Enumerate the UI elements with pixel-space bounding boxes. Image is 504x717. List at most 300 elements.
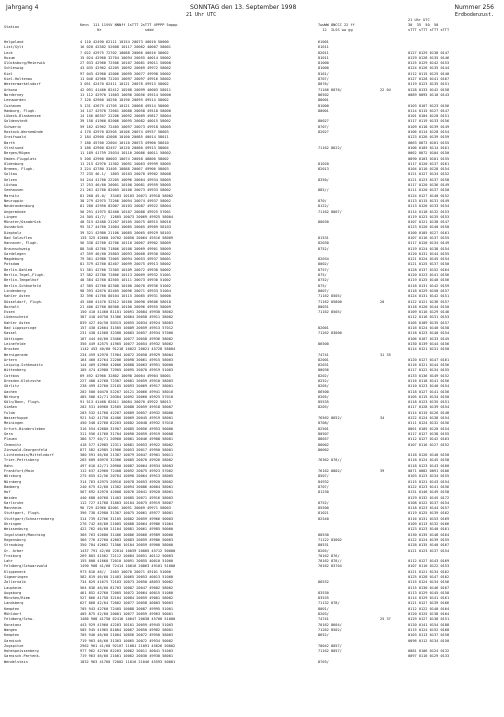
group-codes: 81531 (318, 235, 329, 240)
synop-codes: 39 321 42980 21106 10085 20065 49929 58103 (80, 230, 171, 235)
synop-codes: 144 469 42960 42006 10088 20063 49951 50000 (80, 363, 174, 368)
station-name: Münster/Osnabrück (4, 220, 41, 225)
group-codes: 8203/ (318, 612, 329, 617)
station-name: Kahler Asten (4, 320, 30, 325)
synop-codes: 269 803 41562 72112 10084 20051 40112 50003 (80, 553, 174, 558)
group-codes: 80001 (318, 108, 329, 113)
station-name: Freiburg (4, 553, 22, 558)
observation-time: 21 Uhr UTC (186, 12, 217, 18)
station-name: Magdeburg (4, 257, 24, 262)
group-codes: 86500 (318, 341, 329, 346)
synop-codes: 56 338 42760 42706 10110 20067 49902 58009 (80, 241, 171, 246)
synop-codes: 527 866 41750 32104 10084 20059 49001 58002 (80, 596, 174, 601)
group-codes: 8708/ (318, 421, 329, 426)
group-codes: 8205/ (318, 548, 329, 553)
group-codes: 8752/ (318, 278, 329, 283)
synop-codes: 77 235 46.1/ 1803 10103 20078 49902 58008 (80, 172, 171, 177)
soil-temps: 0117 0120 0137 0161 (408, 161, 450, 166)
soil-temps: 0063 0073 0101 0155 (408, 140, 450, 145)
soil-temps: 0128 0133 0142 0158 (408, 87, 450, 92)
group-codes: 8350/ (318, 177, 329, 182)
soil-temps: 0123 0123 0140 0161 (408, 527, 450, 532)
synop-codes: 7 022 42975 72702 10088 20066 40016 58002 (80, 50, 169, 55)
group-codes: 71166 8076/ (318, 87, 342, 92)
station-name: Lüdenscheid (4, 315, 28, 320)
soil-temps: 0133 0136 0149 0152 (408, 373, 450, 378)
synop-codes: 98 393 42670 82405 10096 20071 49933 51004 (80, 288, 171, 293)
group-codes: 81000 (318, 61, 329, 66)
group-codes: 8002/ (318, 262, 329, 267)
group-codes: 81021 (318, 511, 329, 516)
station-name: Bad Salzuflen (4, 235, 33, 240)
synop-codes: 2 184 42960 42008 10100 20085 40014 58011 (80, 135, 169, 140)
group-codes: 8757/ (318, 267, 329, 272)
station-name: Artern (4, 357, 17, 362)
synop-codes: 59 162 42962 72405 10097 20073 49918 58005 (80, 124, 171, 129)
synop-codes: 227 488 42760 72307 10081 20059 49910 58003 (80, 379, 174, 383)
station-name: Marnitz (4, 193, 20, 198)
synop-codes: 240 675 42/60 11302 10094 20086 40004 58001 (80, 484, 174, 489)
station-name: Neubrandenburg (4, 204, 35, 209)
soil-temps: 0103 0107 0123 0156 (408, 103, 450, 108)
synop-codes: 234 459 42970 71904 10072 20058 49929 58004 (80, 352, 174, 357)
station-name: Cuxhaven (4, 103, 22, 108)
soil-temps: 0127 0129 0138 0147 (408, 50, 450, 55)
station-name: Landsberg (4, 601, 24, 606)
soil-temps: 0118 0123 0144 0157 (408, 506, 450, 511)
synop-codes: 135 325 42660 10702 10050 20064 49516 58009 (80, 235, 174, 240)
soil-temps: 0103 0123 0134 0155 (408, 474, 450, 479)
station-name: Gießen (4, 405, 17, 410)
group-codes: 71162 8505/ (318, 294, 342, 299)
group-codes: 80036 (318, 368, 329, 373)
soil-temps: 0118 0123 0135 0151 (408, 400, 450, 405)
station-name: Lahr (4, 559, 13, 564)
station-name: Wasserkuppe (4, 416, 28, 421)
synop-codes: 366 776 42760 42803 10083 20059 49986 50003 (80, 537, 174, 542)
station-name: Zollernalb (4, 580, 26, 585)
synop-codes: 705 946 46/60 21004 10056 20072 49950 58003 (80, 633, 174, 638)
wind-codes: 20 (380, 299, 385, 304)
col-soil: 30 35 50 50 (408, 23, 439, 27)
soil-temps: 0062 0072 0104 0150 (408, 151, 450, 156)
station-name: Barth (4, 140, 15, 145)
soil-title: Erdbodenzust. (454, 12, 494, 18)
group-codes: 86532 (318, 580, 329, 585)
group-codes: 81000 (318, 66, 329, 71)
station-name: Köln/Bonn, Flugh. (4, 400, 41, 405)
synop-codes: 973 816 46// 2403 10070 20071 49101 51000 (80, 569, 171, 574)
station-name: Bergen/Rügen (4, 151, 30, 156)
station-name: Bad Lippspringe (4, 326, 37, 331)
soil-temps: 0106 0105 0114 0161 (408, 145, 450, 150)
synop-codes: 97 045 42960 42006 10095 20077 49998 50002 (80, 71, 171, 76)
station-name: Husum (4, 55, 15, 60)
soil-temps: 0129 0127 0138 0151 (408, 617, 450, 622)
synop-codes: 203 532 41760 42207 10089 20057 49932 58000 (80, 410, 174, 415)
soil-temps: 0118 0126 0140 0150 (408, 453, 450, 458)
soil-temps: 0108 0122 0137 0154 (408, 500, 450, 505)
synop-codes: 734 829 41675 72103 10073 20050 48053 50002 (80, 580, 174, 585)
soil-temps: 0114 0129 0141 0161 (408, 596, 450, 601)
synop-codes: 350 784 42662 71506 10104 20059 49900 58000 (80, 543, 174, 548)
station-name: Norderney (4, 92, 24, 97)
issue-label: Jahrgang 4 (6, 4, 39, 11)
synop-codes: 11 046 42960 72203 10097 20097 49916 58002 (80, 77, 171, 82)
soil-temps: 0127 0128 0141 0167 (408, 77, 450, 82)
station-name: Berlin-Tempelhof (4, 278, 39, 283)
station-name: Arkona (4, 87, 17, 92)
synop-codes: 14 147 42970 72601 10080 20058 49518 58000 (80, 108, 171, 113)
col-codes-2: Nr sddd (80, 28, 154, 32)
group-codes: 71162 8622/ (318, 145, 342, 150)
soil-temps: 0120 0125 0138 0164 (408, 612, 450, 617)
group-codes: 82013 (318, 167, 329, 172)
station-name: Schwerin (4, 124, 22, 129)
synop-codes: 316 554 42680 31907 10085 20056 49953 50000 (80, 426, 174, 431)
synop-codes: 582 819 46/60 21403 10065 20053 40013 51000 (80, 574, 174, 579)
synop-codes: 21 261 42760 82005 10100 20073 49933 58002 (80, 188, 171, 193)
soil-temps: 0112 0115 0125 0140 (408, 71, 450, 76)
soil-temps: 0123 0120 0140 0150 (408, 225, 450, 230)
station-name: Ingolstadt/Manching (4, 532, 46, 537)
station-name: Leinefelde (4, 341, 26, 346)
station-name: Lindenberg (4, 288, 26, 293)
group-codes: 76562 8652/ (318, 416, 342, 421)
soil-temps: 0114 0118 0132 0153 (408, 209, 450, 214)
synop-codes: 81 379 42760 82407 10099 20075 49913 58002 (80, 262, 171, 267)
soil-temps: 0107 0116 0127 0152 (408, 442, 450, 447)
group-codes: 8205/ (318, 384, 329, 389)
station-name: Erfurt-Bindersleben (4, 426, 46, 431)
table-row (4, 660, 500, 665)
wind-codes: 39 (380, 469, 385, 474)
group-codes: 82001 (318, 326, 329, 331)
station-name: Nürburg (4, 394, 20, 399)
synop-codes: 1486 908 41750 62416 10047 20038 45700 51000 (80, 617, 176, 622)
group-codes: 83535 (318, 596, 329, 601)
col-extra-2: 12 ILSS ww gg (318, 28, 353, 32)
group-codes: 8205/ (318, 405, 329, 410)
group-codes: 8076/ (318, 82, 329, 87)
station-name: Kempten (4, 606, 20, 611)
station-name: Gr. Arber (4, 548, 24, 553)
station-name: Lichtenhain/Mittelndorf (4, 453, 54, 458)
synop-codes: 51 381 42760 72305 10109 20072 49938 50002 (80, 267, 171, 272)
group-codes: 61611 (318, 45, 329, 50)
soil-temps: 0103 0113 0137 0158 (408, 633, 450, 638)
group-codes: 8252/ (318, 379, 329, 383)
synop-codes: 38 279 42975 72206 10094 20074 49937 58002 (80, 198, 171, 203)
group-codes: 81020 (318, 161, 329, 166)
soil-temps: 0113 0115 0131 0149 (408, 198, 450, 203)
synop-codes: 95 317 44760 21004 10085 20065 49909 58103 (80, 225, 171, 230)
soil-temps: 0121 0123 0137 0154 (408, 548, 450, 553)
soil-temps: 0122 0124 0139 0155 (408, 537, 450, 542)
group-codes: 85535 (318, 400, 329, 405)
soil-temps: 0124 0127 0140 0152 (408, 193, 450, 198)
synop-codes: 21 406 42760 80300 10100 20096 49955 58009 (80, 304, 171, 309)
soil-subtitle: 21 Uhr UTC (408, 18, 430, 22)
group-codes: 70162 8604/ (318, 622, 342, 627)
synop-codes: 366 763 42680 31406 10086 20066 49989 50000 (80, 532, 174, 537)
station-name: Hamburg, Flugh. (4, 108, 37, 113)
group-codes: 885// (318, 188, 329, 193)
synop-codes: 79 361 42980 72005 10094 20053 49937 58001 (80, 257, 171, 262)
station-name: Westermarkelsdorf (4, 82, 41, 87)
synop-codes: 238 499 42760 22105 10093 20069 49917 58001 (80, 384, 174, 389)
soil-temps: 0130 0135 0148 0164 (408, 532, 450, 537)
soil-temps: 0114 0115 0126 0148 (408, 410, 450, 415)
group-codes: 80031 (318, 304, 329, 309)
soil-temps: 0118 0131 0142 0159 (408, 283, 450, 288)
soil-temps: 0128 0135 0140 0167 (408, 543, 450, 548)
group-codes: 80530 (318, 532, 329, 537)
col-station: Station (4, 25, 20, 29)
synop-codes: 11 189 41759 25034 10110 20086 40011 58002 (80, 151, 171, 156)
synop-codes: 48 315 42480 21207 10105 20075 48915 58010 (80, 220, 171, 225)
group-codes: 82540 (318, 516, 329, 521)
station-name: Gardelegen (4, 251, 26, 256)
soil-temps: 0104 0110 0128 0154 (408, 167, 450, 172)
group-codes: 8805? (318, 437, 329, 442)
group-codes: 82001 (318, 357, 329, 362)
soil-temps: 0100 0105 0127 0161 (408, 230, 450, 235)
station-name: Trier-Petrisberg (4, 458, 39, 463)
soil-temps: 0117 0128 0139 0154 (408, 405, 450, 410)
soil-temps: 0107 0110 0122 0153 (408, 564, 450, 569)
wind-codes: 34 (380, 416, 385, 421)
station-name: Bamberg (4, 484, 20, 489)
station-name: Weissenburg (4, 527, 28, 532)
group-codes: 82030 (318, 241, 329, 246)
synop-codes: 16 020 42582 52608 10117 20062 40007 58001 (80, 45, 171, 50)
soil-temps: 0118 0120 0144 0150 (408, 304, 450, 309)
station-name: Konstanz (4, 622, 22, 627)
station-name: Chemnitz (4, 442, 22, 447)
station-name: Öhringen (4, 522, 22, 527)
soil-temps: 0116 0118 0141 0156 (408, 379, 450, 383)
synop-codes: 150 410 41460 81101 10091 20084 49930 58002 (80, 310, 174, 315)
synop-codes: 17 253 46/60 20001 10100 20081 49959 58005 (80, 183, 171, 188)
synop-codes: 1437 791 42/60 22014 10039 20005 45712 50000 (80, 548, 176, 553)
group-codes: 71162 8505/ (318, 310, 342, 315)
synop-codes: 157 430 42664 31505 10089 20059 49913 57012 (80, 326, 174, 331)
soil-temps: 0112 0122 0140 0164 (408, 606, 450, 611)
synop-codes: 276 742 46/60 21005 10088 20064 49986 51004 (80, 522, 174, 527)
soil-temps: 0119 0124 0138 0154 (408, 246, 450, 251)
station-name: Essen (4, 310, 15, 315)
group-codes: 81230 (318, 490, 329, 495)
group-codes: 8122/ (318, 204, 329, 209)
synop-codes: 167 444 46/60 23406 10077 20058 49936 58002 (80, 336, 174, 341)
soil-temps: 0113 0129 0145 0158 (408, 590, 450, 595)
soil-temps: 0118 0123 0140 0154 (408, 331, 450, 336)
station-name: Aachen (4, 389, 17, 394)
synop-codes: 5 200 42960 00003 10074 20058 48806 58002 (80, 156, 169, 161)
station-name: Osnabrück (4, 225, 24, 230)
station-name: Goldenstedt (4, 119, 28, 124)
station-name: Hof (4, 490, 11, 495)
soil-temps: 0125 0129 0142 0153 (408, 61, 450, 66)
station-name: Göttingen (4, 336, 24, 341)
soil-temps: 0120 0123 0141 0156 (408, 273, 450, 278)
synop-codes: 69 492 42960 32802 10098 20064 49904 58001 (80, 373, 171, 378)
station-name: Plauen (4, 437, 17, 442)
synop-codes: 356 449 42575 41905 10077 20054 49932 58002 (80, 341, 174, 346)
col-extra: 7wwWW 8NCCC 22 ff (318, 23, 355, 27)
synop-codes: 202 531 40960 32505 10088 20059 49918 58007 (80, 405, 174, 410)
synop-codes: 443 929 41960 42203 10101 20059 49945 51003 (80, 622, 174, 627)
synop-codes: 3 224 42780 31405 10088 20067 49906 58003 (80, 167, 169, 172)
synop-codes: 311 556 41760 31704 10090 20059 49919 50008 (80, 431, 174, 436)
station-name: Lingen (4, 214, 17, 219)
soil-temps: 0107 0116 0137 0155 (408, 235, 450, 240)
soil-temps: 0119 0125 0139 0162 (408, 511, 450, 516)
group-codes: 61001 (318, 40, 329, 44)
station-name: Weiden (4, 495, 17, 500)
synop-codes: 105 474 42980 72905 10095 20070 49919 51003 (80, 368, 174, 373)
soil-temps: 0131 0146 0149 0158 (408, 490, 450, 495)
issue-number: Nummer 256 (454, 4, 494, 11)
synop-codes: 977 962 42766 82203 10062 20011 40041 51003 (80, 649, 174, 654)
station-name: Helgoland (4, 40, 24, 44)
col-soil-2: sTTT sTTT sTTT sTTT (408, 28, 450, 32)
synop-codes: 564 836 46/60 81703 10087 20047 49002 58002 (80, 585, 174, 590)
soil-temps: 0118 0129 0150 0157 (408, 288, 450, 293)
synop-codes: 42 091 41460 82412 10208 20099 40003 58011 (80, 87, 171, 92)
soil-temps: 0111 0124 0132 0156 (408, 421, 450, 426)
synop-codes: 112 727 41768 31803 10104 20075 49919 58007 (80, 500, 174, 505)
soil-temps: 0120 0127 0147 0161 (408, 357, 450, 362)
synop-codes: 422 762 46/60 21104 10081 20061 49985 50000 (80, 527, 174, 532)
synop-codes: 387 418 40750 31306 10064 20058 49911 58002 (80, 315, 174, 320)
station-name: Würzburg (4, 474, 22, 479)
synop-codes: 7 120 42960 10250 10190 20095 49514 58002 (80, 98, 169, 103)
synop-codes: 37 382 42780 72806 10113 20069 49932 51001 (80, 273, 171, 278)
station-name: Straubing (4, 543, 24, 548)
synop-codes: 54 244 41760 22205 10096 20064 49934 58005 (80, 177, 171, 182)
soil-temps: 0097 0116 0129 0133 (408, 654, 450, 659)
soil-temps: 0120 0141 0154 0188 (408, 622, 450, 627)
station-name: Angermünde (4, 209, 26, 214)
group-codes: 71162 85800 (318, 299, 342, 304)
soil-temps: 0090 0103 0101 0155 (408, 156, 450, 161)
group-codes: 8707/ (318, 124, 329, 129)
synop-codes: 11 215 42970 11302 10091 20063 49999 58005 (80, 161, 171, 166)
station-name: Sigmaringen (4, 574, 28, 579)
station-name: Laupheim (4, 585, 22, 590)
soil-temps: 0115 0130 0146 0167 (408, 585, 450, 590)
synop-codes: 43 035 42962 42205 10092 20069 49972 58002 (80, 66, 171, 71)
station-name: Fulda (4, 410, 15, 415)
synop-codes: 440 688 40760 11403 10085 20071 49916 58003 (80, 495, 174, 500)
soil-temps: 0122 0123 0141 0156 (408, 484, 450, 489)
station-name: Berlin-Dahlem (4, 267, 33, 272)
soil-temps: 0117 0119 0133 0156 (408, 119, 450, 124)
soil-temps: 0081 0106 0124 0132 (408, 649, 450, 654)
station-name: Kempten (4, 633, 20, 638)
station-name: Kahler Asten (4, 294, 30, 299)
group-codes: 870/ (318, 198, 327, 203)
soil-temps: 0121 0124 0145 0154 (408, 257, 450, 262)
synop-codes: 450 548 42760 82203 10082 20048 49932 57010 (80, 421, 174, 426)
date-line: SONNTAG den 13. September 1998 (190, 4, 297, 11)
group-codes: 875/ (318, 283, 327, 288)
soil-temps: 0119 0123 0135 0153 (408, 214, 450, 219)
synop-codes: 202 500 40470 52207 10121 20066 49941 58010 (80, 389, 174, 394)
soil-temps: 0122 0121 0136 0157 (408, 299, 450, 304)
synop-codes: 627 868 42/64 72002 10077 20058 40003 50003 (80, 601, 174, 606)
synop-codes: 15 024 42960 32704 10094 20055 40014 58002 (80, 55, 171, 60)
wind-codes: 25 37 (380, 617, 391, 622)
group-codes: 8205/ (318, 394, 329, 399)
group-codes: 8202/ (318, 373, 329, 378)
station-name: Zugspitze (4, 643, 24, 648)
soil-temps: 0120 0131 0144 0155 (408, 251, 450, 256)
station-name: Neuruppin (4, 198, 24, 203)
station-name: Dresden-Klotzsche (4, 379, 41, 383)
synop-codes: 405 875 42/60 20001 10077 20059 49963 50001 (80, 612, 174, 617)
synop-codes: 1142 453 40/60 91218 10022 20021 45728 58004 (80, 347, 176, 352)
group-codes: 80531 (318, 543, 329, 548)
synop-codes: 91 513 41468 82011 10084 20070 49922 58013 (80, 400, 171, 405)
station-name: Garmisch-Partenk. (4, 654, 41, 659)
station-name: Augsburg (4, 590, 22, 595)
group-codes: 70162 878// (318, 559, 342, 564)
synop-codes: 32 396 41760 80104 10115 20085 49931 50000 (80, 294, 171, 299)
synop-codes: 5 131 42675 41705 10121 20068 49514 58000 (80, 103, 169, 108)
soil-temps: 0111 0120 0137 0150 (408, 188, 450, 193)
station-name: Kassel (4, 331, 17, 336)
synop-codes: 877 582 42985 21906 20053 20017 49950 58001 (80, 447, 174, 452)
synop-codes: 418 577 42985 12311 10081 20053 49922 58002 (80, 442, 174, 447)
soil-temps: 0112 0116 0131 0153 (408, 315, 450, 320)
soil-temps: 0089 0095 0110 0143 (408, 92, 450, 97)
synop-codes: 81 268 45.0/ 33403 10103 20071 49918 58002 (80, 193, 174, 198)
station-name: Garmisch (4, 638, 22, 643)
synop-codes: 81 280 42950 82007 10103 20087 49922 58004 (80, 204, 171, 209)
group-codes: 8752/ (318, 500, 329, 505)
station-name: Bocholt (4, 304, 20, 309)
station-name: Hannover, Flugh. (4, 241, 39, 246)
station-name: Mannheim (4, 506, 22, 511)
station-name: Greifswald (4, 135, 26, 140)
soil-temps: 0112 0127 0143 0169 (408, 559, 450, 564)
soil-temps: 0106 0114 0128 0154 (408, 130, 450, 135)
synop-codes: 96 729 42960 82001 10091 20069 49971 58003 (80, 506, 171, 511)
soil-temps: 0115 0124 0134 0156 (408, 580, 450, 585)
soil-temps: 0110 0123 0140 0154 (408, 384, 450, 389)
station-name: Brocken (4, 347, 20, 352)
group-codes: 74741 (318, 617, 329, 622)
station-name: Soltau (4, 172, 17, 177)
station-name: Lüchow (4, 183, 17, 188)
station-name: Zinnwald-Georgenfeld (4, 447, 48, 452)
synop-codes: 24 305 41/7/ 12805 10073 20069 49925 58004 (80, 214, 174, 219)
soil-temps: 0106 0107 0133 0145 (408, 336, 450, 341)
group-codes: 74741 (318, 352, 329, 357)
soil-temps: 0113 0120 0133 0154 (408, 204, 450, 209)
group-codes: 71262 8502/ (318, 627, 342, 632)
group-codes: 82011 (318, 50, 329, 55)
station-name: Feldberg/Schw. (4, 617, 35, 622)
station-name: Karlsruhe (4, 500, 24, 505)
group-codes: 8001/ (318, 606, 329, 611)
soil-temps: 0121 0127 0139 0166 (408, 601, 450, 606)
synop-codes: 461 852 42760 72005 10072 20064 40015 51000 (80, 590, 174, 595)
group-codes: 70162 83704 (318, 564, 342, 569)
